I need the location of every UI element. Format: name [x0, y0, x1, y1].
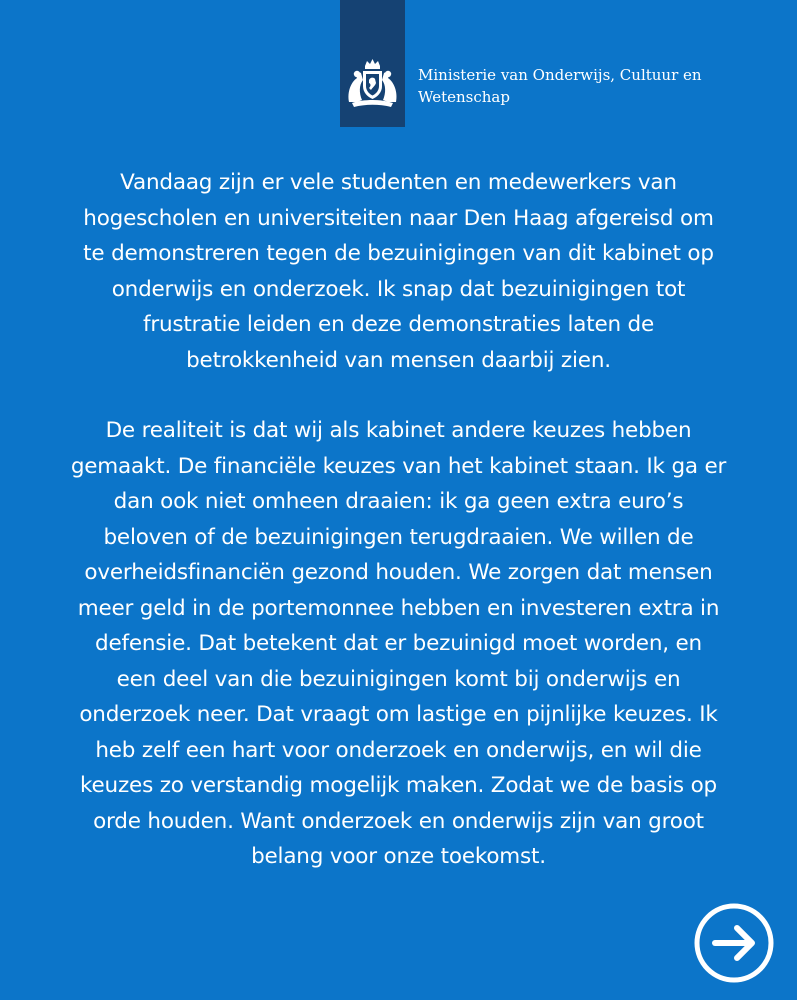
paragraph-line: beloven of de bezuinigingen terugdraaien. We willen de — [103, 524, 694, 550]
paragraph-line: belang voor onze toekomst. — [251, 844, 546, 869]
paragraph-line: Vandaag zijn er vele studenten en medewerkers van — [120, 170, 677, 195]
logo-band — [340, 0, 405, 127]
paragraph-line: een deel van die bezuinigingen komt bij onderwijs en — [116, 666, 681, 692]
paragraph-line: gemaakt. De financiële keuzes van het kabinet staan. Ik ga er — [70, 453, 727, 479]
paragraph-line: onderwijs en onderzoek. Ik snap dat bezuinigingen tot — [111, 276, 686, 302]
paragraph-line: De realiteit is dat wij als kabinet andere keuzes hebben — [105, 418, 692, 443]
paragraph-line: overheidsfinanciën gezond houden. We zorgen dat mensen — [84, 560, 713, 585]
paragraph-line: dan ook niet omheen draaien: ik ga geen extra euro’s — [113, 489, 684, 514]
next-slide-button[interactable] — [693, 902, 775, 984]
paragraph-line: heb zelf een hart voor onderzoek en onderwijs, en wil die — [95, 737, 702, 763]
paragraph-line: te demonstreren tegen de bezuinigingen van dit kabinet op — [83, 241, 714, 266]
paragraph-line: betrokkenheid van mensen daarbij zien. — [186, 347, 611, 373]
paragraph-line: orde houden. Want onderzoek en onderwijs zijn van groot — [93, 808, 704, 834]
paragraph-line: frustratie leiden en deze demonstraties laten de — [142, 312, 655, 337]
paragraph-line: meer geld in de portemonnee hebben en investeren extra in — [77, 595, 720, 621]
ministry-name-line2: Wetenschap — [418, 88, 510, 106]
paragraph-line: onderzoek neer. Dat vraagt om lastige en pijnlijke keuzes. Ik — [79, 702, 718, 727]
statement-paragraph-1 — [45, 165, 752, 378]
arrow-right-circle-icon — [693, 902, 775, 984]
ministry-name-line1: Ministerie van Onderwijs, Cultuur en — [418, 66, 702, 84]
coat-of-arms-icon — [345, 58, 400, 108]
paragraph-line: defensie. Dat betekent dat er bezuinigd moet worden, en — [95, 631, 702, 656]
ministry-name — [418, 64, 718, 108]
statement-paragraph-2 — [45, 413, 752, 875]
paragraph-line: keuzes zo verstandig mogelijk maken. Zodat we de basis op — [80, 773, 717, 798]
paragraph-line: hogescholen en universiteiten naar Den Haag afgereisd om — [83, 205, 714, 231]
